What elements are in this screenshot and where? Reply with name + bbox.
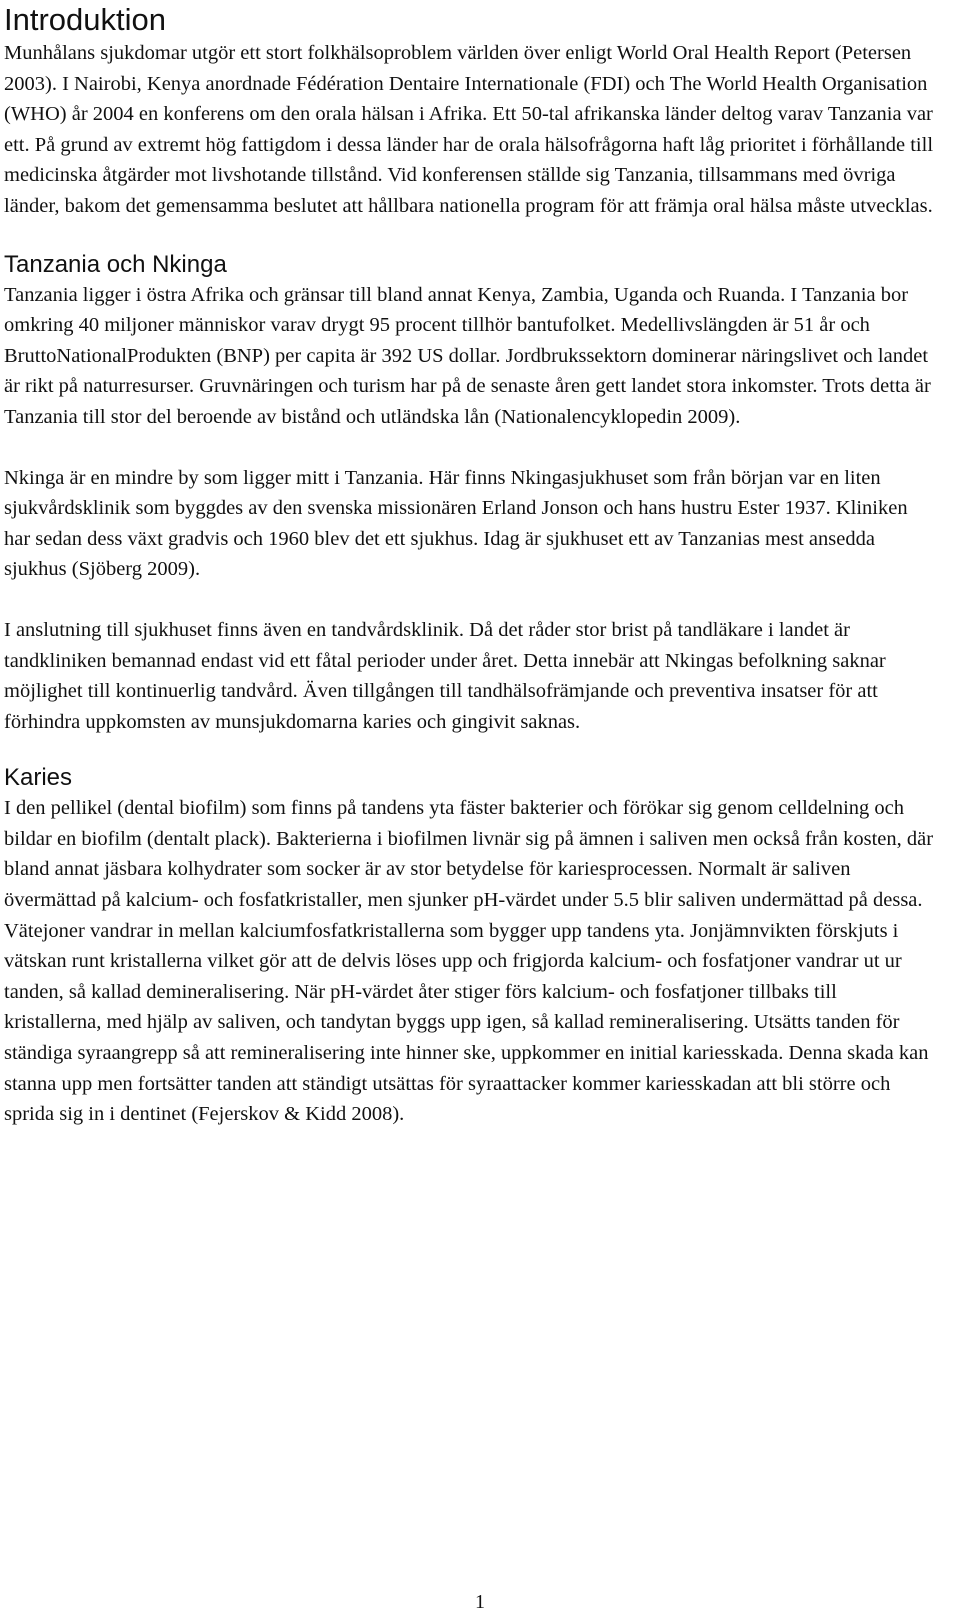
section-karies bbox=[4, 763, 934, 1130]
paragraph-introduktion: Munhålans sjukdomar utgör ett stort folkhälsoproblem världen över enligt World Oral Health Report (Petersen 2003). I Nairobi, Kenya anordnade Fédération Dentaire Internationale (FDI) och The World Health Organisation (WHO) år 2004 en konferens om den orala hälsan i Afrika. Ett 50-tal afrikanska länder deltog varav Tanzania var ett. På grund av extremt hög fattigdom i dessa länder har de orala hälsofrågorna haft låg prioritet i förhållande till medicinska åtgärder mot livshotande tillstånd. Vid konferensen ställde sig Tanzania, tillsammans med övriga länder, bakom det gemensamma beslutet att hållbara nationella program för att främja oral hälsa måste utvecklas. bbox=[4, 42, 934, 217]
section-tanzania-och-nkinga bbox=[4, 250, 934, 738]
section-heading-tanzania-och-nkinga: Tanzania och Nkinga bbox=[4, 250, 227, 278]
paragraph-gap bbox=[4, 433, 934, 463]
paragraph-tandvardsklinik: I anslutning till sjukhuset finns även en tandvårdsklinik. Då det råder stor brist på tandläkare i landet är tandkliniken bemannad endast vid ett fåtal perioder under året. Detta innebär att Nkingas befolkning saknar möjlighet till kontinuerlig tandvård. Även tillgången till tandhälsofrämjande och preventiva insatser för att förhindra uppkomsten av munsjukdomarna karies och gingivit saknas. bbox=[4, 618, 886, 733]
paragraph-nkinga: Nkinga är en mindre by som ligger mitt i Tanzania. Här finns Nkingasjukhuset som från början var en liten sjukvårdsklinik som byggdes av den svenska missionären Erland Jonson och hans hustru Ester 1937. Kliniken har sedan dess växt gradvis och 1960 blev det ett sjukhus. Idag är sjukhuset ett av Tanzanias mest ansedda sjukhus (Sjöberg 2009). bbox=[4, 466, 908, 581]
section-introduktion bbox=[4, 2, 934, 222]
paragraph-tanzania: Tanzania ligger i östra Afrika och gränsar till bland annat Kenya, Zambia, Uganda och Ruanda. I Tanzania bor omkring 40 miljoner människor varav drygt 95 procent tillhör bantufolket. Medellivslängden är 51 år och BruttoNationalProdukten (BNP) per capita är 392 US dollar. Jordbrukssektorn dominerar näringslivet och landet är rikt på naturresurser. Gruvnäringen och turism har på de senaste åren gett landet stora inkomster. Trots detta är Tanzania till stor del beroende av bistånd och utländska lån (Nationalencyklopedin 2009). bbox=[4, 283, 931, 428]
document-page bbox=[4, 0, 934, 1130]
page-number: 1 bbox=[475, 1591, 485, 1613]
section-heading-karies: Karies bbox=[4, 764, 73, 792]
section-heading-introduktion: Introduktion bbox=[4, 2, 166, 37]
paragraph-karies: I den pellikel (dental biofilm) som finns på tandens yta fäster bakterier och förökar sig genom celldelning och bildar en biofilm (dentalt plack). Bakterierna i biofilmen livnär sig på ämnen i saliven men också från kosten, där bland annat jäsbara kolhydrater som socker är av stor betydelse för kariesprocessen. Normalt är saliven övermättad på kalcium- och fosfatkristaller, men sjunker pH-värdet under 5.5 blir saliven undermättad på dessa. Vätejoner vandrar in mellan kalciumfosfatkristallerna som bygger upp tandens yta. Jonjämnvikten förskjuts i vätskan runt kristallerna vilket gör att de delvis löses upp och frigjorda kalcium- och fosfatjoner vandrar ut ur tanden, så kallad demineralisering. När pH-värdet åter stiger förs kalcium- och fosfatjoner tillbaks till kristallerna, med hjälp av saliven, och tandytan byggs upp igen, så kallad remineralisering. Utsätts tanden för ständiga syraangrepp så att remineralisering inte hinner ske, uppkommer en initial kariesskada. Denna skada kan stanna upp men fortsätter tanden att ständigt utsättas för syraattacker kommer kariesskadan att bli större och sprida sig in i dentinet (Fejerskov & Kidd 2008). bbox=[4, 797, 934, 1126]
paragraph-gap bbox=[4, 585, 934, 615]
